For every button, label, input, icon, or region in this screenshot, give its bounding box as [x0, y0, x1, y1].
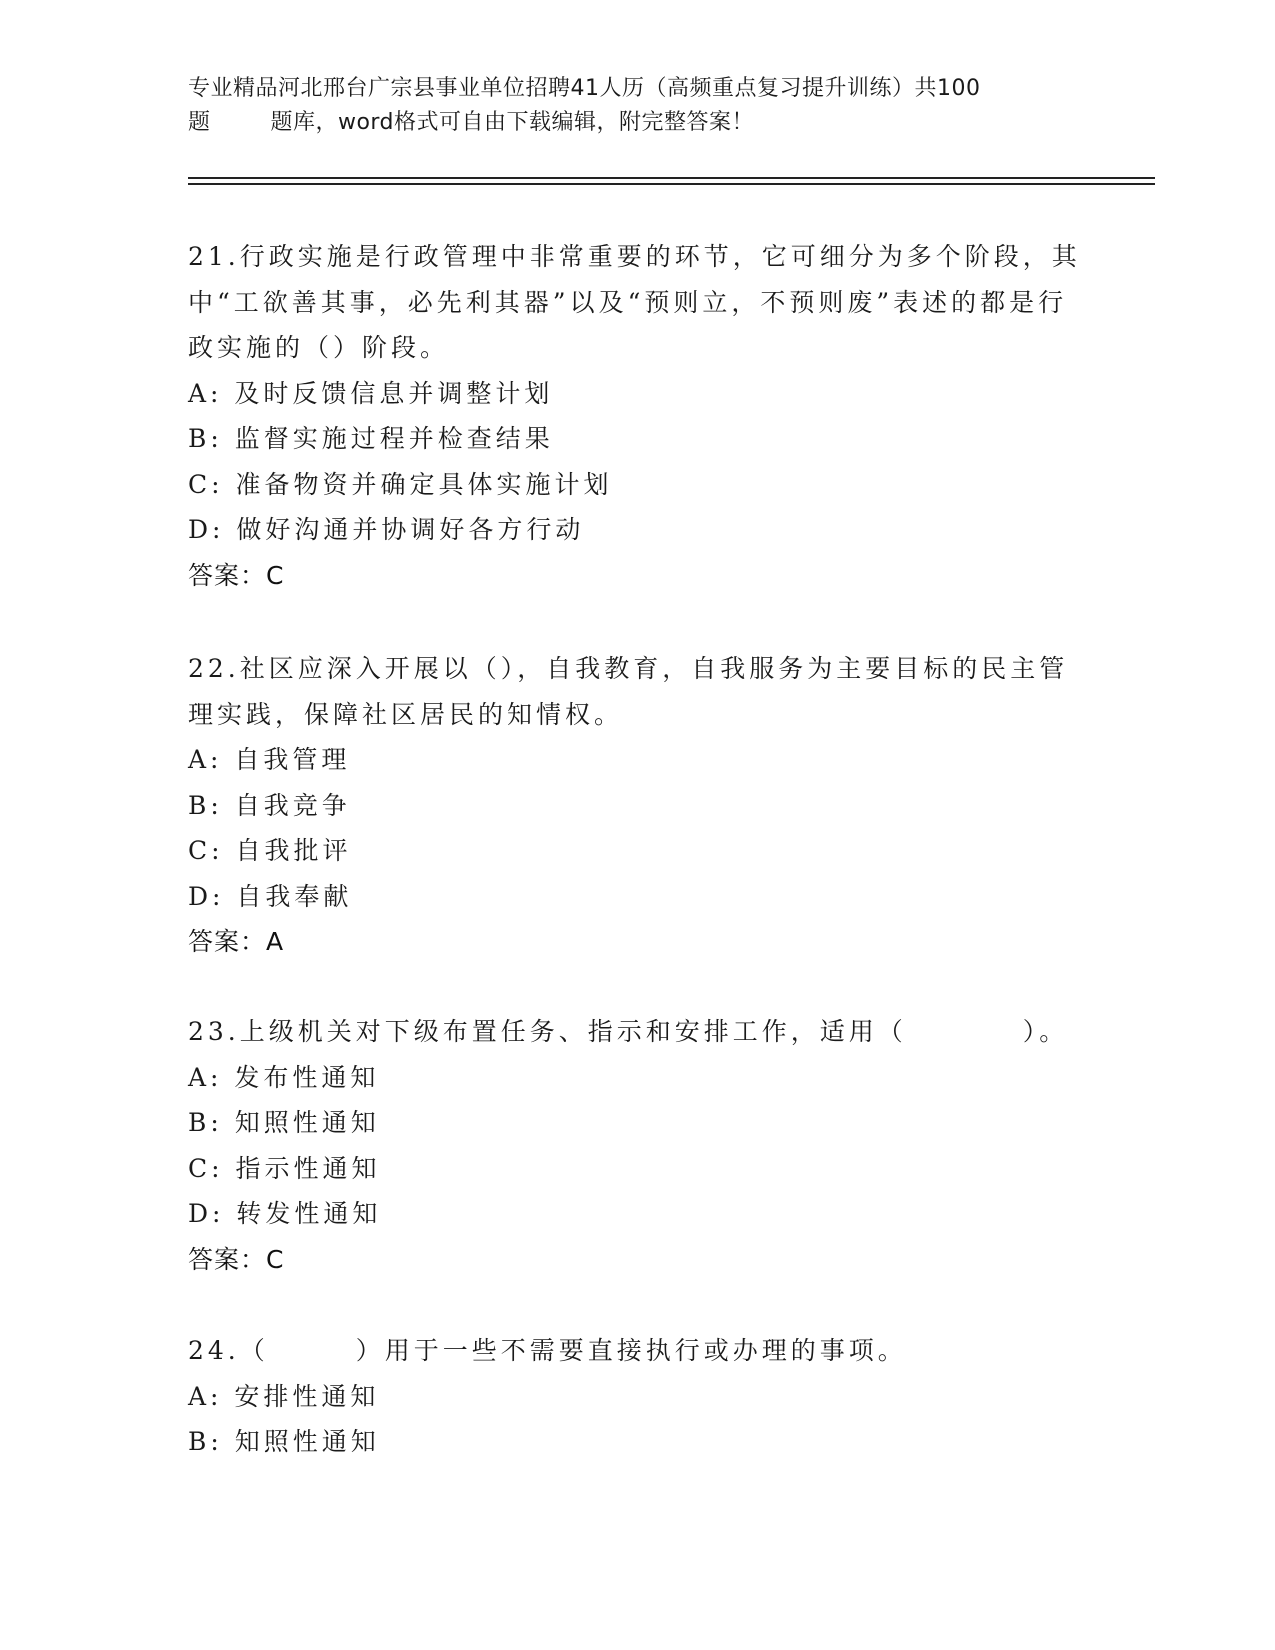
option-b: B: 自我竞争 — [188, 790, 351, 820]
option-a: A: 安排性通知 — [188, 1381, 380, 1411]
question-stem: 24.（ ）用于一些不需要直接执行或办理的事项。 — [188, 1336, 907, 1365]
option-a: A: 发布性通知 — [188, 1062, 380, 1092]
document-header — [188, 72, 1088, 140]
answer-text: 答案：A — [188, 927, 285, 956]
header-title-line2: 题 题库，word格式可自由下载编辑，附完整答案！ — [188, 110, 755, 135]
option-a: A: 及时反馈信息并调整计划 — [188, 378, 554, 408]
option-b: B: 知照性通知 — [188, 1108, 380, 1137]
option-d: D: 自我奉献 — [188, 881, 353, 911]
answer-text: 答案：C — [188, 1244, 285, 1274]
answer-text: 答案：C — [188, 560, 285, 590]
option-d: D: 做好沟通并协调好各方行动 — [188, 515, 585, 544]
header-title-line1: 专业精品河北邢台广宗县事业单位招聘41人历（高频重点复习提升训练）共100 — [188, 76, 981, 101]
option-c: C: 指示性通知 — [188, 1153, 381, 1183]
question-24 — [188, 1328, 1088, 1465]
option-b: B: 知照性通知 — [188, 1427, 380, 1456]
question-22 — [188, 646, 1088, 965]
question-21 — [188, 234, 1088, 598]
question-stem: 22.社区应深入开展以（），自我教育，自我服务为主要目标的民主管理实践，保障社区居民的知情权。 — [188, 654, 1069, 729]
option-c: C: 自我批评 — [188, 836, 352, 865]
option-d: D: 转发性通知 — [188, 1199, 382, 1228]
header-divider-bottom — [188, 183, 1155, 185]
header-divider-top — [188, 177, 1155, 179]
option-b: B: 监督实施过程并检查结果 — [188, 424, 554, 453]
question-stem: 23.上级机关对下级布置任务、指示和安排工作，适用（ ）。 — [188, 1017, 1069, 1046]
option-c: C: 准备物资并确定具体实施计划 — [188, 469, 613, 499]
question-stem: 21.行政实施是行政管理中非常重要的环节，它可细分为多个阶段，其中“工欲善其事，必先利其器”以及“预则立，不预则废”表述的都是行政实施的（）阶段。 — [188, 242, 1081, 362]
option-a: A: 自我管理 — [188, 745, 351, 774]
question-23 — [188, 1009, 1088, 1282]
